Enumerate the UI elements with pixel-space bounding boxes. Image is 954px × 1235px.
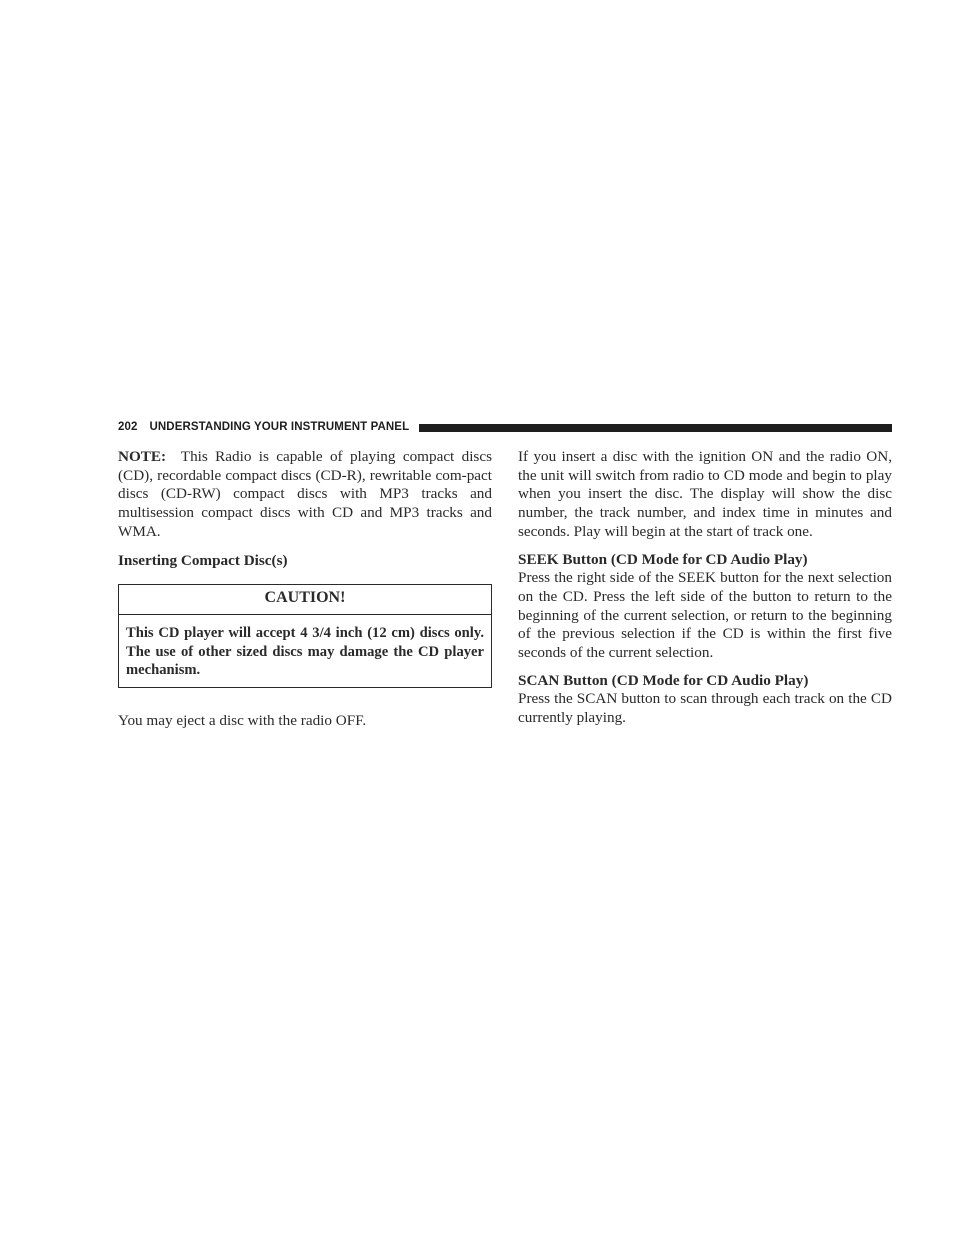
page-number: 202 (118, 421, 138, 433)
eject-paragraph: You may eject a disc with the radio OFF. (118, 712, 367, 730)
seek-heading: SEEK Button (CD Mode for CD Audio Play) (518, 550, 808, 568)
page-header (118, 420, 892, 434)
scan-heading: SCAN Button (CD Mode for CD Audio Play) (518, 671, 809, 689)
right-column (518, 448, 892, 728)
caution-title: CAUTION! (119, 585, 491, 615)
left-column (118, 448, 492, 731)
header-rule (419, 424, 892, 432)
note-text: This Radio is capable of playing compact discs (CD), recordable compact discs (CD-R), rewritable com-pact discs (CD-RW) compact discs with MP3 tracks and multisession compact discs with CD and MP3 tracks and WMA. (118, 448, 492, 540)
seek-paragraph: Press the right side of the SEEK button for the next selection on the CD. Press the left side of the button to return to the beginning of the current selection, or return to the beginning of the previous selection if the CD is within the first five seconds of the current selection. (518, 569, 892, 662)
scan-paragraph: Press the SCAN button to scan through each track on the CD currently playing. (518, 690, 892, 727)
note-paragraph (118, 448, 492, 542)
section-title: UNDERSTANDING YOUR INSTRUMENT PANEL (149, 421, 410, 433)
insert-paragraph: If you insert a disc with the ignition ON and the radio ON, the unit will switch from radio to CD mode and begin to play when you insert the disc. The display will show the disc number, the track number, and index time in minutes and seconds. Play will begin at the start of track one. (518, 448, 892, 540)
caution-box (118, 584, 492, 688)
inserting-heading: Inserting Compact Disc(s) (118, 551, 288, 569)
note-label: NOTE: (118, 448, 167, 465)
caution-body: This CD player will accept 4 3/4 inch (12 cm) discs only. The use of other sized discs may damage the CD player mechanism. (126, 624, 484, 679)
